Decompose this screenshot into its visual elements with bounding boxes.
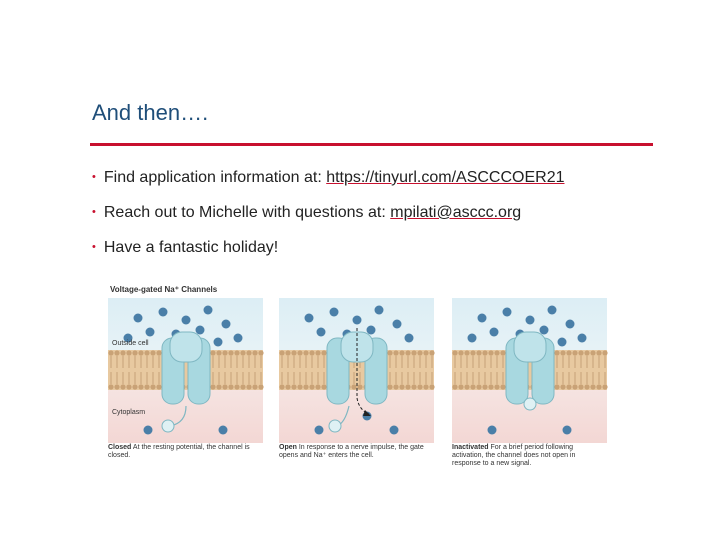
caption-state: Inactivated [452, 444, 489, 451]
outside-cell-label: Outside cell [112, 340, 149, 347]
sodium-ion [315, 426, 324, 435]
sodium-ion [146, 328, 155, 337]
sodium-ion [405, 334, 414, 343]
sodium-ion [219, 426, 228, 435]
sodium-ion [234, 334, 243, 343]
bullet-text: Find application information at: [103, 169, 327, 186]
figure-heading: Voltage-gated Na⁺ Channels [110, 285, 218, 294]
bullet-text: Have a fantastic holiday! [103, 239, 279, 256]
caption-text: At the resting potential, the channel is closed. [108, 444, 250, 459]
sodium-ion [144, 426, 153, 435]
sodium-ion [488, 426, 497, 435]
sodium-ion [222, 320, 231, 329]
sodium-ion [548, 306, 557, 315]
cytoplasm-label: Cytoplasm [112, 409, 146, 416]
sodium-ion [134, 314, 143, 323]
sodium-ion [503, 308, 512, 317]
sodium-ion [563, 426, 572, 435]
caption-text: In response to a nerve impulse, the gate opens and Na⁺ enters the cell. [279, 444, 424, 459]
sodium-ion [540, 326, 549, 335]
sodium-ion [353, 316, 362, 325]
bullet-dot: • [92, 206, 96, 218]
channel-panel-closed [108, 298, 268, 448]
bullet-text: Reach out to Michelle with questions at: [103, 204, 391, 221]
sodium-ion [468, 334, 477, 343]
sodium-ion [393, 320, 402, 329]
sodium-ion [390, 426, 399, 435]
caption-text: For a brief period following activation, the channel does not open in response to a new signal. [452, 444, 576, 467]
sodium-ion [578, 334, 587, 343]
title-rule [90, 143, 653, 146]
panel-caption-open [279, 444, 427, 460]
sodium-ion [182, 316, 191, 325]
sodium-ion [214, 338, 223, 347]
sodium-ion [367, 326, 376, 335]
sodium-ion [558, 338, 567, 347]
sodium-ion [196, 326, 205, 335]
sodium-ion [330, 308, 339, 317]
panel-caption-closed [108, 444, 256, 460]
bullet-dot: • [92, 171, 96, 183]
bullet-list [92, 168, 565, 273]
channel-panel-open [279, 298, 439, 448]
bullet-item [92, 168, 565, 203]
bullet-item [92, 238, 565, 273]
sodium-ion [375, 306, 384, 315]
channel-diagram-inactivated [452, 298, 612, 443]
channel-diagram-closed [108, 298, 268, 443]
bullet-dot: • [92, 241, 96, 253]
bullet-item [92, 203, 565, 238]
sodium-ion [526, 316, 535, 325]
sodium-ion [490, 328, 499, 337]
sodium-ion [566, 320, 575, 329]
caption-state: Closed [108, 444, 132, 451]
channel-diagram-open [279, 298, 439, 443]
sodium-ion [305, 314, 314, 323]
application-link[interactable]: https://tinyurl.com/ASCCCOER21 [326, 169, 565, 186]
panel-caption-inactivated [452, 444, 600, 468]
slide-title: And then…. [92, 100, 209, 125]
channel-panel-inactivated [452, 298, 612, 448]
email-link[interactable]: mpilati@asccc.org [390, 204, 522, 221]
sodium-ion [204, 306, 213, 315]
sodium-ion [159, 308, 168, 317]
sodium-channel-figure [104, 280, 576, 480]
sodium-ion [317, 328, 326, 337]
sodium-ion [478, 314, 487, 323]
caption-state: Open [279, 444, 297, 451]
